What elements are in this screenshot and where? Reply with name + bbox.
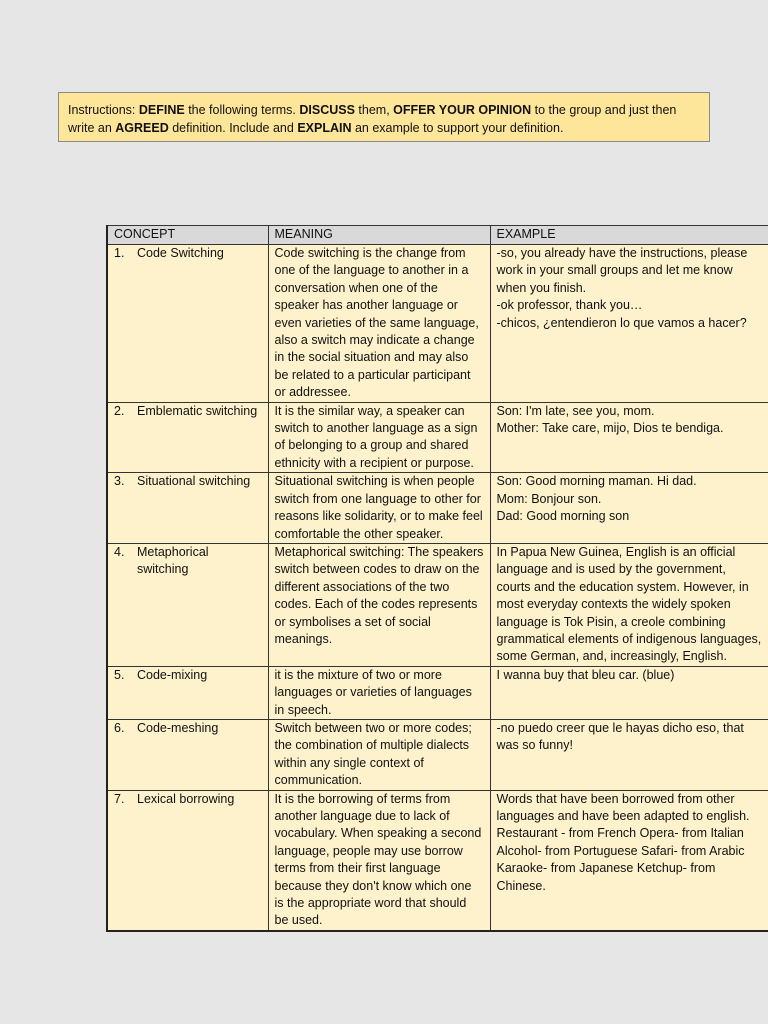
- instructions-box: [58, 92, 710, 142]
- instructions-text: them,: [354, 103, 394, 117]
- example-line: Son: Good morning maman. Hi dad.: [496, 474, 697, 489]
- instructions-keyword-agreed: AGREED: [115, 121, 169, 135]
- example-cell: [490, 719, 768, 790]
- instructions-text: Instructions:: [68, 103, 139, 117]
- instructions-keyword-opinion: OFFER YOUR OPINION: [393, 103, 532, 117]
- example-line: In Papua New Guinea, English is an official language and is used by the government, courts and the education system. However, in most everyday contexts the widely spoken language is Tok Pisin, a creole combining grammatical elements of indigenous languages, some German, and, increasingly, English.: [496, 544, 765, 664]
- example-line: Dad: Good morning son: [496, 509, 630, 524]
- meaning-cell: Metaphorical switching: The speakers switch between codes to draw on the different associations of the two codes. Each of the codes represents or symbolises a set of social meanings.: [268, 543, 490, 666]
- meaning-cell: It is the similar way, a speaker can switch to another language as a sign of belonging to a group and shared ethnicity with a recipient or purpose.: [268, 402, 490, 473]
- instructions-keyword-explain: EXPLAIN: [297, 121, 352, 135]
- meaning-cell: Switch between two or more codes; the combination of multiple dialects within any single context of communication.: [268, 719, 490, 790]
- instructions-keyword-define: DEFINE: [138, 103, 185, 117]
- example-line: Son: I'm late, see you, mom.: [496, 403, 655, 418]
- meaning-cell: It is the borrowing of terms from another language due to lack of vocabulary. When speaking a second language, people may use borrow terms from their first language because they don't know which one is the appropriate word that should be used.: [268, 790, 490, 931]
- example-line: -ok professor, thank you…: [496, 298, 643, 313]
- concept-number: 6.: [114, 720, 125, 735]
- instructions-text: definition. Include and: [168, 121, 298, 135]
- concept-number: 2.: [114, 403, 125, 418]
- example-cell: [490, 473, 768, 544]
- table-row: [107, 473, 768, 544]
- header-concept: CONCEPT: [107, 226, 268, 245]
- concept-cell: [107, 790, 268, 931]
- example-line: -no puedo creer que le hayas dicho eso, that was so funny!: [496, 720, 748, 753]
- instructions-text: the following terms.: [184, 103, 300, 117]
- concept-cell: [107, 245, 268, 403]
- concept-name: Lexical borrowing: [137, 791, 235, 806]
- concept-name: Situational switching: [137, 474, 251, 489]
- concept-number: 5.: [114, 667, 125, 682]
- example-line: I wanna buy that bleu car. (blue): [496, 667, 675, 682]
- example-line: -so, you already have the instructions, please work in your small groups and let me know when you finish.: [496, 246, 751, 295]
- example-cell: [490, 402, 768, 473]
- header-meaning: MEANING: [268, 226, 490, 245]
- example-cell: [490, 543, 768, 666]
- concept-number: 1.: [114, 246, 125, 260]
- table-row: [107, 666, 768, 719]
- header-example: EXAMPLE: [490, 226, 768, 245]
- example-cell: [490, 666, 768, 719]
- example-cell: [490, 245, 768, 403]
- concept-cell: [107, 473, 268, 544]
- table-row: [107, 790, 768, 931]
- table-header-row: [107, 226, 768, 245]
- example-line: Mother: Take care, mijo, Dios te bendiga.: [496, 421, 724, 436]
- instructions-text: to the group and just then write an: [68, 103, 677, 135]
- concept-name: Metaphorical switching: [137, 544, 209, 577]
- concept-name: Emblematic switching: [137, 403, 258, 418]
- concept-cell: [107, 402, 268, 473]
- concept-number: 3.: [114, 474, 125, 489]
- concept-name: Code-meshing: [137, 720, 219, 735]
- example-line: Words that have been borrowed from other languages and have been adapted to english. Restaurant - from French Opera- from Italian Alcohol- from Portuguese Safari- from Arabic Karaoke- from Japanese Ketchup- from Chinese.: [496, 791, 753, 893]
- table-row: [107, 245, 768, 403]
- table-row: [107, 543, 768, 666]
- concepts-table: [106, 225, 768, 932]
- meaning-cell: it is the mixture of two or more languages or varieties of languages in speech.: [268, 666, 490, 719]
- meaning-cell: Code switching is the change from one of the language to another in a conversation when one of the speaker has another language or even varieties of the same language, also a switch may indicate a change in the social situation and may also be related to a particular participant or addressee.: [268, 245, 490, 403]
- concept-cell: [107, 719, 268, 790]
- concept-name: Code Switching: [137, 246, 224, 260]
- concept-number: 4.: [114, 544, 125, 559]
- concept-number: 7.: [114, 791, 125, 806]
- instructions-keyword-discuss: DISCUSS: [299, 103, 355, 117]
- concept-name: Code-mixing: [137, 667, 208, 682]
- instructions-text: an example to support your definition.: [351, 121, 564, 135]
- table-body: [107, 245, 768, 931]
- table-row: [107, 402, 768, 473]
- meaning-cell: Situational switching is when people switch from one language to other for reasons like solidarity, or to make feel comfortable the other speaker.: [268, 473, 490, 544]
- concept-cell: [107, 543, 268, 666]
- example-line: -chicos, ¿entendieron lo que vamos a hacer?: [496, 315, 747, 330]
- example-cell: [490, 790, 768, 931]
- example-line: Mom: Bonjour son.: [496, 491, 602, 506]
- concept-cell: [107, 666, 268, 719]
- table-row: [107, 719, 768, 790]
